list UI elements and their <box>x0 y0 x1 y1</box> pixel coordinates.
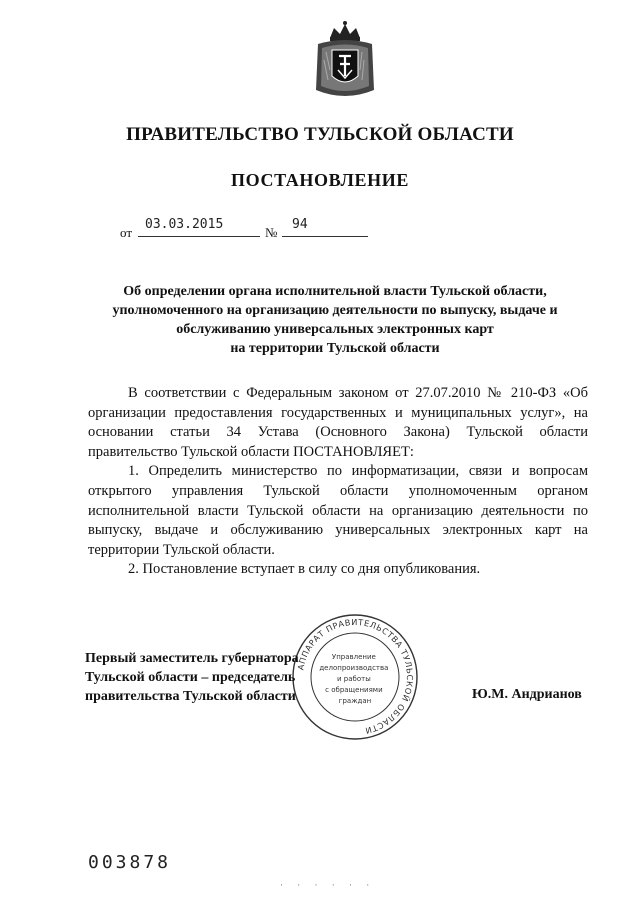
subject-line: уполномоченного на организацию деятельности по выпуску, выдаче и <box>112 303 558 318</box>
signer-position-line: Первый заместитель губернатора <box>85 651 299 666</box>
date-label: от <box>120 225 133 240</box>
registration-number: 003878 <box>88 852 172 873</box>
seal-center-line: и работы <box>337 675 371 683</box>
document-subject <box>92 282 578 358</box>
scan-artifacts: · · · · · · <box>280 880 376 890</box>
signer-name: Ю.М. Андрианов <box>472 687 582 702</box>
coat-of-arms-emblem <box>312 20 378 102</box>
subject-line: обслуживанию универсальных электронных карт <box>176 322 494 337</box>
number-value: 94 <box>292 217 308 232</box>
signer-position-line: правительства Тульской области <box>85 689 296 704</box>
seal-ring-text: АППАРАТ ПРАВИТЕЛЬСТВА ТУЛЬСКОЙ ОБЛАСТИ <box>295 616 416 737</box>
number-label: № <box>265 225 278 240</box>
seal-center-line: Управление <box>331 653 376 661</box>
document-body <box>88 384 588 580</box>
seal-center-line: делопроизводства <box>319 664 389 672</box>
seal-center-line: с обращениями <box>325 686 383 694</box>
date-value: 03.03.2015 <box>145 217 224 232</box>
body-paragraph-preamble: В соответствии с Федеральным законом от 27.07.2010 № 210-ФЗ «Об организации предоставления государственных и муниципальных услуг», на основании статьи 34 Устава (Основного Закона) Тульской области правительство Тульской области ПОСТАНОВЛЯЕТ: <box>88 385 588 460</box>
body-paragraph-clause-2: 2. Постановление вступает в силу со дня опубликования. <box>128 561 481 578</box>
date-underline <box>138 236 260 237</box>
seal-center-line: граждан <box>338 697 372 705</box>
signer-position-line: Тульской области – председатель <box>85 670 296 685</box>
document-type-heading: ПОСТАНОВЛЕНИЕ <box>231 170 409 190</box>
subject-line: на территории Тульской области <box>230 341 440 356</box>
subject-line: Об определении органа исполнительной власти Тульской области, <box>123 284 547 299</box>
number-underline <box>282 236 368 237</box>
organization-title: ПРАВИТЕЛЬСТВО ТУЛЬСКОЙ ОБЛАСТИ <box>126 124 514 145</box>
svg-text:Управление делопроизводс <box>319 653 390 705</box>
official-seal-stamp <box>290 612 420 742</box>
body-paragraph-clause-1: 1. Определить министерство по информатизации, связи и вопросам открытого управления Тульской области уполномоченным органом исполнительной власти Тульской области на организацию деятельности по выпуску, выдаче и обслуживанию универсальных электронных карт на территории Тульской области. <box>88 463 588 558</box>
signature-block <box>85 649 299 706</box>
